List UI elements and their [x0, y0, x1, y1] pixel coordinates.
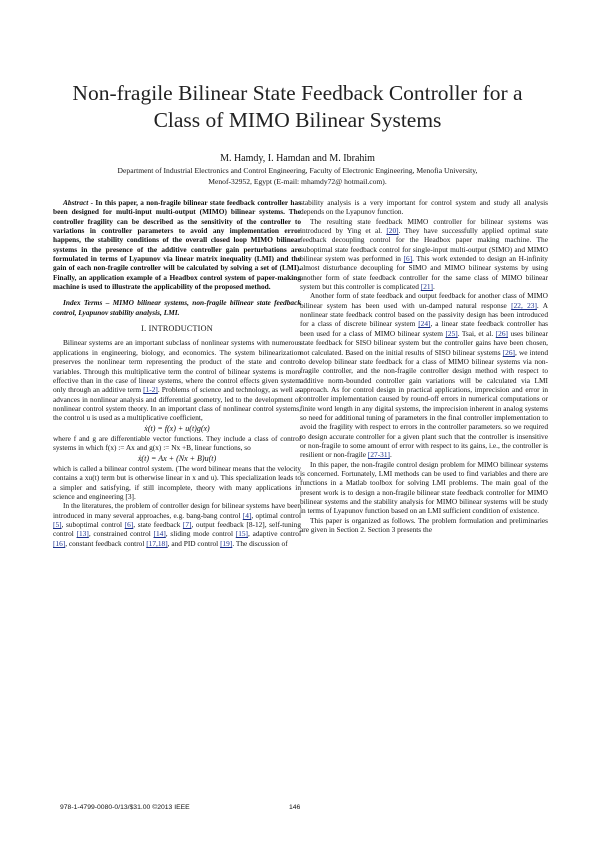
- right-paragraph-3: [300, 291, 548, 459]
- text-run: , sliding mode control: [165, 529, 236, 539]
- citation-link[interactable]: [7]: [182, 520, 192, 529]
- page-number: 146: [289, 804, 301, 811]
- index-terms-text: MIMO bilinear systems, non-fragile bilinear state feedback control, Lyapunov stability analysis, LMI.: [53, 298, 301, 317]
- text-run: , suboptimal control: [61, 520, 125, 529]
- citation-link[interactable]: [26]: [502, 347, 515, 357]
- title-line-2: Class of MIMO Bilinear Systems: [153, 108, 442, 132]
- text-run: uses bilinear state feedback for SISO bilinear system but the controller gains have been chosen, not calculated. Based on the initial results of SISO bilinear systems: [300, 328, 549, 357]
- citation-link[interactable]: [19]: [220, 538, 233, 548]
- text-run: .: [433, 282, 435, 292]
- citation-link[interactable]: [22, 23]: [511, 300, 537, 310]
- citation-link[interactable]: [6]: [403, 254, 413, 264]
- citation-link[interactable]: [17,18]: [146, 538, 168, 548]
- text-run: .: [389, 450, 392, 460]
- text-run: , we intend to develop bilinear state feedback for a class of MIMO bilinear systems via non-fragile controller, and the non-fragile controller design method with respect to additive norm-bounded controller gain variations will be calculated via LMI approach. As for control design in practical applications, imprecision and error in controller implementation caused by round-off errors in numerical computations or finite word length in any digital systems, the imprecision inherent in analog systems so need for additional tuning of parameters in the final controller implementation to avoid the fragility with respect to errors in the controller parameters. so we required to design accurate controller for a given plant such that the controller is insensitive or non-fragile to some amount of error with respect to its gains, i.e., the controller is resilient or non-fragile: [300, 347, 549, 460]
- right-paragraph-2: [300, 217, 548, 292]
- index-terms: [53, 298, 301, 317]
- text-run: . The discussion of: [232, 538, 288, 548]
- affiliation: [40, 166, 555, 187]
- affiliation-line-1: Department of Industrial Electronics and Control Engineering, Faculty of Electronic Engineering, Menofia University,: [117, 166, 478, 175]
- citation-link[interactable]: [15]: [235, 529, 248, 539]
- citation-link[interactable]: [20]: [386, 226, 399, 236]
- abstract-text: In this paper, a non-fragile bilinear state feedback controller has been designed for multi-input multi-output (MIMO) bilinear systems. The controller fragility can be described as the sensitivity of the controller to variations in controller parameters to avoid any implementation error happens, the stability conditions of the overall closed loop MIMO bilinear systems in the presence of the additive controller gain perturbations are formulated in terms of Lyapunov via linear matrix inequality (LMI) and the gain of each non-fragile controller will be calculated by solving a set of (LMI). Finally, an application example of a Headbox control system of paper-making machine is used to illustrate the applicability of the proposed method.: [53, 198, 301, 292]
- right-paragraph-4: In this paper, the non-fragile control design problem for MIMO bilinear systems is concerned. Fortunately, LMI methods can be used to find variables and there are functions in a Matlab toolbox for solving LMI problems. The main goal of the present work is to design a non-fragile bilinear state feedback controller for MIMO bilinear systems and the stability analysis for MIMO bilinear systems will be study in terms of Lyapunov function based on an LMI sufficient condition of existence.: [300, 459, 548, 516]
- paper-title: [30, 80, 565, 134]
- text-run: , state feedback: [133, 520, 183, 529]
- right-paragraph-1: stability analysis is a very important for control system and study all analysis depends on the Lyapunov function.: [300, 198, 548, 217]
- left-column: [53, 198, 301, 548]
- abstract-label: Abstract -: [63, 198, 94, 207]
- text-run: . This work extended to design an H-infinity almost disturbance decoupling for SIMO and MIMO bilinear systems by using another form of state feedback controller for the same class of MIMO bilinear system but this controller is complicated: [300, 254, 548, 292]
- text-run: . They have successfully applied optimal state feedback decoupling control for the Headbox paper making machine. The suboptimal state feedback control for single-input multi-output (SIMO) and MIMO bilinear system was performed in: [300, 226, 548, 264]
- citation-link[interactable]: [5]: [53, 520, 62, 529]
- index-terms-label: Index Terms –: [63, 298, 110, 308]
- text-run: . Problems of science and technology, as well as advances in nonlinear analysis and differential geometry, led to the development of nonlinear control system theory. In an important class of nonlinear control systems, the control u is used as a multiplicative coefficient,: [53, 385, 301, 423]
- right-column: [300, 198, 548, 534]
- section-heading-introduction: I. INTRODUCTION: [141, 324, 213, 334]
- citation-link[interactable]: [6]: [124, 520, 134, 529]
- equation-2: ẋ(t) = Ax + (Nx + B)u(t): [137, 453, 217, 463]
- text-run: , output feedback [8-12], self-tuning control: [53, 520, 302, 539]
- intro-paragraph-4: [53, 501, 301, 548]
- text-run: The resulting state feedback MIMO controller for bilinear systems was introduced by Ying et al.: [300, 216, 548, 236]
- text-run: , constant feedback control: [65, 538, 147, 548]
- text-run: . Tsai, et al.: [457, 328, 496, 338]
- text-run: , a linear state feedback controller has been used for a class of MIMO bilinear system: [300, 319, 549, 338]
- text-run: Bilinear systems are an important subclass of nonlinear systems with numerous applications in engineering, biology, and economics. The system bilinearization preserves the nonlinear term representing the product of the state and control variables. Through this multiplicative term the control of bilinear systems is more effective than in the case of linear systems, where the control effects given system only through an additive term: [53, 338, 301, 395]
- citation-link[interactable]: [26]: [495, 328, 508, 338]
- text-run: , constrained control: [88, 529, 154, 539]
- text-run: In the literatures, the problem of controller design for bilinear systems have been introduced in many several approaches, e.g. bang-bang control: [53, 501, 301, 520]
- footer-copyright: 978-1-4799-0080-0/13/$31.00 ©2013 IEEE: [60, 804, 190, 811]
- intro-paragraph-1: [53, 338, 301, 422]
- text-run: , adaptive control: [248, 529, 302, 539]
- citation-link[interactable]: [14]: [153, 529, 166, 539]
- citation-link[interactable]: [25]: [445, 328, 458, 338]
- equation-1: ẋ(t) = f(x) + u(t)g(x): [144, 423, 210, 433]
- abstract: [53, 198, 301, 291]
- text-run: Another form of state feedback and output feedback for another class of MIMO bilinear system has been used with un-damped natural response: [300, 291, 548, 310]
- citation-link[interactable]: [21]: [420, 282, 433, 292]
- text-run: . A nonlinear state feedback control based on the passivity design has been introduced for a class of discrete bilinear system: [300, 300, 548, 329]
- text-run: , optimal control: [251, 510, 302, 520]
- citation-link[interactable]: [13]: [76, 529, 89, 539]
- text-run: , and PID control: [167, 538, 221, 548]
- intro-paragraph-3: which is called a bilinear control system. (The word bilinear means that the velocity contains a xu(t) term but is otherwise linear in x and u). This specialization leads to a simpler and satisfying, if still incomplete, theory with many applications in science and engineering [3].: [53, 463, 301, 501]
- right-paragraph-5: This paper is organized as follows. The problem formulation and preliminaries are given in Section 2. Section 3 presents the: [300, 515, 548, 535]
- citation-link[interactable]: [1-2]: [143, 385, 158, 395]
- authors: M. Hamdy, I. Hamdan and M. Ibrahim: [220, 153, 375, 164]
- affiliation-line-2: Menof-32952, Egypt (E-mail: mhamdy72@ hotmail.com).: [208, 176, 387, 186]
- citation-link[interactable]: [16]: [53, 538, 66, 548]
- citation-link[interactable]: [4]: [242, 510, 252, 520]
- citation-link[interactable]: [24]: [418, 319, 431, 329]
- intro-paragraph-2: where f and g are differentiable vector functions. They include a class of control systems in which f(x) := Ax and g(x) := Nx +B, linear functions, so: [53, 433, 301, 453]
- title-line-1: Non-fragile Bilinear State Feedback Controller for a: [72, 81, 523, 105]
- citation-link[interactable]: [27-31]: [367, 450, 390, 460]
